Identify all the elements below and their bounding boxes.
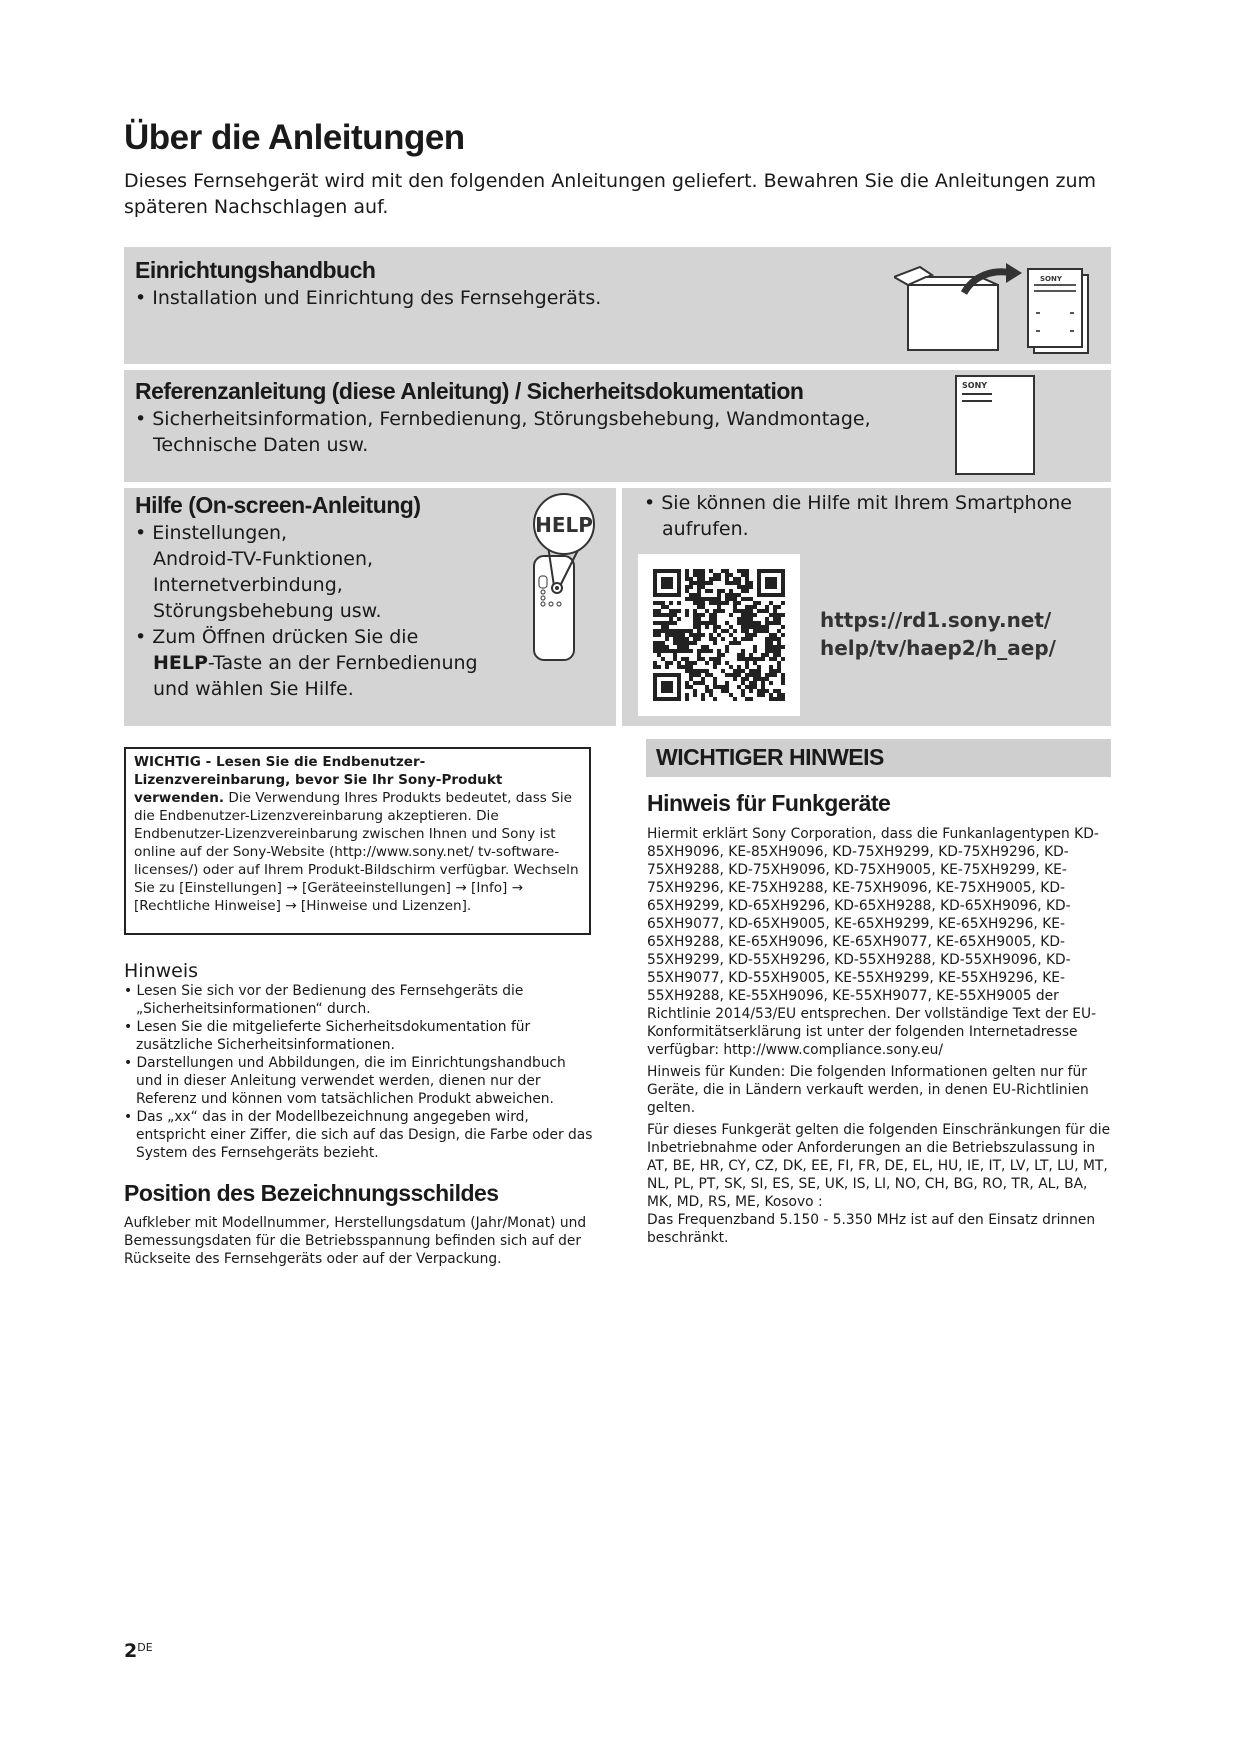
page-title: Über die Anleitungen <box>124 118 465 157</box>
help-bullet2-line1: • Zum Öffnen drücken Sie die <box>135 626 419 648</box>
list-item: • Lesen Sie sich vor der Bedienung des Fernsehgeräts die „Sicherheitsinformationen“ durch. <box>124 983 524 1017</box>
radio-notice-paragraph-1: Hiermit erklärt Sony Corporation, dass die Funkanlagentypen KD-85XH9096, KE-85XH9096, KD-75XH9299, KD-75XH9296, KD-75XH9288, KD-75XH9096, KD-75XH9005, KE-75XH9299, KE-75XH9296, KE-75XH9288, KE-75XH9096, KE-75XH9005, KD-65XH9299, KD-65XH9296, KD-65XH9288, KD-65XH9096, KD-65XH9077, KD-65XH9005, KE-65XH9299, KE-65XH9296, KE-65XH9288, KE-65XH9096, KE-65XH9077, KE-65XH9005, KD-55XH9299, KD-55XH9296, KD-55XH9288, KD-55XH9096, KD-55XH9077, KD-55XH9005, KE-55XH9299, KE-55XH9296, KE-55XH9288, KE-55XH9096, KE-55XH9077, KE-55XH9005 der Richtlinie 2014/53/EU entsprechen. Der vollständige Text der EU-Konformitätserklärung ist unter der folgenden Internetadresse verfügbar: http://www.compliance.sony.eu/ <box>647 826 1099 1058</box>
help-guide-heading: Hilfe (On-screen-Anleitung) <box>135 492 421 518</box>
smartphone-text-line2: aufrufen. <box>662 518 749 540</box>
license-notice-box <box>124 747 591 935</box>
help-bullet1-line2: Android-TV-Funktionen, <box>153 548 374 570</box>
help-guide-panel <box>124 488 616 726</box>
list-item: • Darstellungen und Abbildungen, die im Einrichtungshandbuch und in dieser Anleitung verwendet werden, dienen nur der Referenz und können vom tatsächlichen Produkt abweichen. <box>124 1055 566 1107</box>
license-notice-bold: WICHTIG - Lesen Sie die Endbenutzer-Lizenzvereinbarung, bevor Sie Ihr Sony-Produkt verwenden. <box>134 754 503 806</box>
reference-manual-panel <box>124 370 1111 482</box>
svg-text:SONY: SONY <box>1040 275 1062 283</box>
radio-notice-heading: Hinweis für Funkgeräte <box>647 790 891 816</box>
setup-guide-bullet: • Installation und Einrichtung des Fernsehgeräts. <box>135 287 602 309</box>
intro-text: Dieses Fernsehgerät wird mit den folgenden Anleitungen geliefert. Bewahren Sie die Anleitungen zum späteren Nachschlagen auf. <box>124 170 1097 218</box>
hinweis-heading: Hinweis <box>124 960 199 982</box>
label-position-paragraph: Aufkleber mit Modellnummer, Herstellungsdatum (Jahr/Monat) und Bemessungsdaten für die Betriebsspannung befinden sich auf der Rückseite des Fernsehgeräts oder auf der Verpackung. <box>124 1215 587 1267</box>
qr-code-frame <box>638 554 800 716</box>
help-bullet2-line2-rest: -Taste an der Fernbedienung <box>207 652 478 674</box>
radio-notice-paragraph-3: Für dieses Funkgerät gelten die folgenden Einschränkungen für die Inbetriebnahme oder Anforderungen an die Betriebszulassung in AT, BE, HR, CY, CZ, DK, EE, FI, FR, DE, EL, HU, IE, IT, LV, LT, LU, MT, NL, PL, PT, SK, SI, ES, SE, UK, IS, LI, NO, CH, BG, RO, TR, AL, BA, MK, MD, RS, ME, Kosovo : <box>647 1122 1111 1210</box>
license-notice-text: Die Verwendung Ihres Produkts bedeutet, dass Sie die Endbenutzer-Lizenzvereinbarung akzeptieren. Die Endbenutzer-Lizenzvereinbarung zwischen Ihnen und Sony ist online auf der Sony-Website (http://www.sony.net/ tv-software-licenses/) oder auf Ihrem Produkt-Bildschirm verfügbar. Wechseln Sie zu [Einstellungen] → [Geräteeinstellungen] → [Info] → [Rechtliche Hinweise] → [Hinweise und Lizenzen]. <box>134 790 579 914</box>
reference-manual-heading: Referenzanleitung (diese Anleitung) / Sicherheitsdokumentation <box>135 378 804 404</box>
list-item: • Lesen Sie die mitgelieferte Sicherheitsdokumentation für zusätzliche Sicherheitsinformationen. <box>124 1019 531 1053</box>
box-and-manual-icon <box>894 255 1094 360</box>
sony-booklet-icon <box>954 374 1038 478</box>
svg-text:SONY: SONY <box>962 381 988 390</box>
radio-notice-paragraph-2: Hinweis für Kunden: Die folgenden Informationen gelten nur für Geräte, die in Ländern verkauft werden, in denen EU-Richtlinien gelten. <box>647 1064 1089 1116</box>
label-position-text <box>124 1214 594 1268</box>
setup-guide-heading: Einrichtungshandbuch <box>135 257 376 283</box>
reference-bullet-line2: Technische Daten usw. <box>153 434 369 456</box>
reference-bullet-line1: • Sicherheitsinformation, Fernbedienung, Störungsbehebung, Wandmontage, <box>135 408 871 430</box>
help-url[interactable] <box>820 606 1056 662</box>
page-language-suffix: DE <box>137 1641 153 1654</box>
remote-control-icon <box>524 492 610 662</box>
help-bullet1-line4: Störungsbehebung usw. <box>153 600 382 622</box>
label-position-heading: Position des Bezeichnungsschildes <box>124 1180 499 1206</box>
radio-notice-text <box>647 825 1117 1251</box>
hinweis-list <box>124 982 594 1162</box>
help-bullet2-line3: und wählen Sie Hilfe. <box>153 678 354 700</box>
help-key-word: HELP <box>153 652 208 674</box>
list-item: • Das „xx“ das in der Modellbezeichnung angegeben wird, entspricht einer Ziffer, die sich auf das Design, die Farbe oder das System des Fernsehgeräts bezieht. <box>124 1109 593 1161</box>
radio-notice-paragraph-4: Das Frequenzband 5.150 - 5.350 MHz ist auf den Einsatz drinnen beschränkt. <box>647 1212 1096 1246</box>
svg-text:HELP: HELP <box>535 513 593 537</box>
help-bullet1-line1: • Einstellungen, <box>135 522 288 544</box>
help-bullet1-line3: Internetverbindung, <box>153 574 343 596</box>
important-notice-title: WICHTIGER HINWEIS <box>656 744 884 770</box>
qr-code-icon <box>653 569 785 701</box>
help-bullet2-line2 <box>135 650 515 676</box>
page-number <box>124 1640 153 1662</box>
smartphone-text-line1: • Sie können die Hilfe mit Ihrem Smartphone <box>644 492 1072 514</box>
important-notice-bar <box>646 739 1111 777</box>
help-url-line1: https://rd1.sony.net/ <box>820 608 1052 632</box>
setup-guide-panel <box>124 247 1111 364</box>
help-url-line2: help/tv/haep2/h_aep/ <box>820 636 1056 660</box>
page-number-value: 2 <box>124 1640 138 1662</box>
smartphone-help-panel <box>622 488 1111 726</box>
